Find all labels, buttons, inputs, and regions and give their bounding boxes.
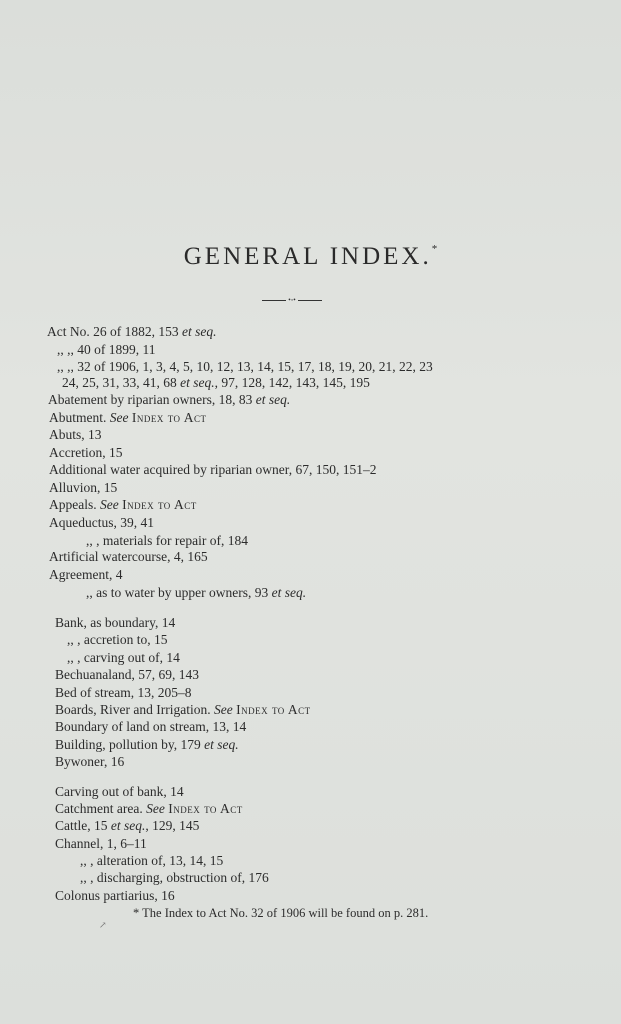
index-entry: Cattle, 15 et seq., 129, 145: [55, 818, 200, 833]
index-entry: Abatement by riparian owners, 18, 83 et seq.: [48, 392, 291, 407]
page-title: GENERAL INDEX.*: [183, 243, 438, 270]
index-entry: Agreement, 4: [49, 567, 123, 582]
index-entry: ,, ,, 32 of 1906, 1, 3, 4, 5, 10, 12, 13, 14, 15, 17, 18, 19, 20, 21, 22, 23: [57, 359, 433, 374]
index-entry: Artificial watercourse, 4, 165: [49, 549, 208, 564]
index-entry: ,, , discharging, obstruction of, 176: [80, 870, 269, 885]
index-entry: 24, 25, 31, 33, 41, 68 et seq., 97, 128, 142, 143, 145, 195: [62, 375, 370, 390]
index-entry: Additional water acquired by riparian owner, 67, 150, 151–2: [49, 462, 377, 477]
footnote: * The Index to Act No. 32 of 1906 will be found on p. 281.: [133, 906, 429, 920]
index-entry: Bed of stream, 13, 205–8: [55, 685, 192, 700]
index-entry: ,, , materials for repair of, 184: [86, 533, 248, 548]
index-entry: Aqueductus, 39, 41: [49, 515, 154, 530]
index-entry: Abutment. See Index to Act: [49, 410, 207, 425]
index-entry: Carving out of bank, 14: [55, 784, 184, 799]
index-entry: Alluvion, 15: [49, 480, 118, 495]
index-entry: Channel, 1, 6–11: [55, 836, 147, 851]
index-entry: ,, , accretion to, 15: [67, 632, 168, 647]
index-entry: ,, , carving out of, 14: [67, 650, 180, 665]
index-entry: Bechuanaland, 57, 69, 143: [55, 667, 199, 682]
index-entry: Bank, as boundary, 14: [55, 615, 176, 630]
index-entry: Boundary of land on stream, 13, 14: [55, 719, 247, 734]
ink-mark: ↗: [99, 920, 107, 930]
index-entry: ,, , alteration of, 13, 14, 15: [80, 853, 224, 868]
index-entry: Colonus partiarius, 16: [55, 888, 175, 903]
index-entry: Bywoner, 16: [55, 754, 125, 769]
index-entry: Catchment area. See Index to Act: [55, 801, 243, 816]
index-entry: Building, pollution by, 179 et seq.: [55, 737, 239, 752]
index-entry: Appeals. See Index to Act: [49, 497, 197, 512]
footnote-marker: *: [431, 243, 438, 255]
title-ornament: •◦•: [262, 299, 322, 303]
index-entry: ,, ,, 40 of 1899, 11: [57, 342, 156, 357]
index-entry: Act No. 26 of 1882, 153 et seq.: [47, 324, 217, 339]
index-entry: Accretion, 15: [49, 445, 123, 460]
index-entry: Boards, River and Irrigation. See Index to Act: [55, 702, 311, 717]
index-entry: ,, as to water by upper owners, 93 et seq.: [86, 585, 307, 600]
index-entry: Abuts, 13: [49, 427, 102, 442]
